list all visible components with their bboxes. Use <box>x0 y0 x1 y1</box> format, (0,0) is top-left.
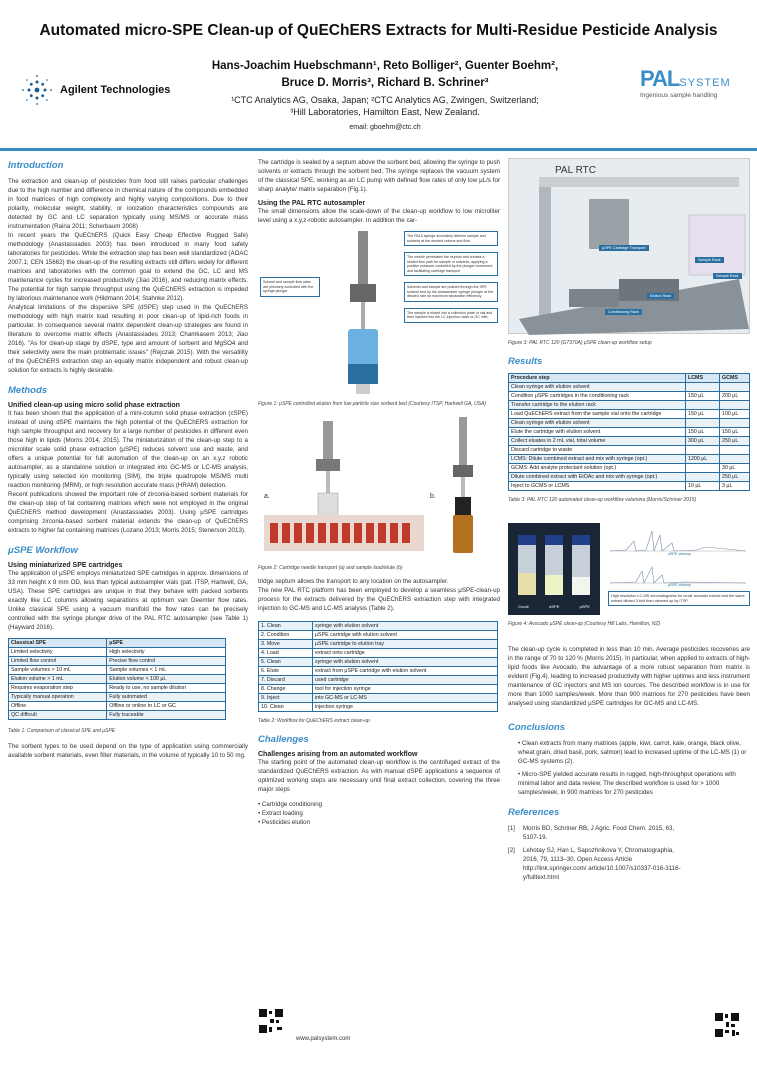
table-cell: 300 μL <box>686 437 720 446</box>
table-cell: Dilute combined extract with EtOAc and mix with syringe (opt.) <box>509 473 686 482</box>
table-row <box>509 473 750 482</box>
table-cell: 3. Move <box>259 640 313 649</box>
table-cell: 9. Inject <box>259 694 313 703</box>
table-cell: used cartridge <box>313 676 498 685</box>
contact-email: email: gboehm@ctc.ch <box>349 124 421 131</box>
table-3-caption: Table 3: PAL RTC 120 automated clean-up workflow volumina (Morris/Schriner 2015) <box>508 497 697 503</box>
table-cell: Sample volumes > 10 mL <box>9 666 107 675</box>
table-cell: 1. Clean <box>259 622 313 631</box>
workflow-heading: μSPE Workflow <box>8 545 78 556</box>
intro-p1: The extraction and clean-up of pesticides from food still raises particular challenges due to the high number and difference in chemical nature of the compounds embedded in food matrices of high complexity and highly varying compositions. Due to their polarity, molecular weight, stability, or ionization characteristics compounds are detected by GC and LC separation typically using MS/MS or accurate mass instrumentation (Raina 2011; Scherbaum 2008) <box>8 178 248 230</box>
table-row <box>259 694 498 703</box>
table-1 <box>8 638 226 720</box>
reference-num: [1] <box>508 825 515 832</box>
table-cell: 30 μL <box>720 464 750 473</box>
fig2a-needle-illustration <box>298 421 358 521</box>
table-cell: 8. Change <box>259 685 313 694</box>
reference-text: Morris BD, Schriner RB, J Agric. Food Chem. 2015, 63, 5107-19. <box>522 825 675 841</box>
affil-line-2: ³Hill Laboratories, Hamilton East, New Zealand. <box>290 107 480 117</box>
methods-heading: Methods <box>8 385 48 396</box>
agilent-logo <box>20 72 170 108</box>
table-3-head-cell: GCMS <box>720 374 750 383</box>
intro-p3: Analytical limitations of the dispersive SPE (dSPE) step used in the QuEChERS methodology with high matrix load resulting in poor clean-up of lipid-rich foods in particular. In consequence several matrix dependent clean-up strategies are found in literature to overcome matrix effects (Anastassiades 2013; Chamkasem 2013; Jiao 2016). "As for clean-up stage by dSPE, type and amount of sorbent and MgSO4 and their selectivity were the main problematic issues" (Rejczak 2015). With the versatility of the QuEChERS extraction step an equally matrix independent and robust clean-up solution for extracts is highly desirable. <box>8 304 248 374</box>
table-row <box>509 464 750 473</box>
table-cell <box>720 419 750 428</box>
list-item: • Clean extracts from many matrices (apple, kiwi, carrot, kale, orange, black olive, wheat grain, dried basil, pork, salmon) lead to increased uptime of the LC-MS (1) or GC-MS systems (2). <box>518 740 747 765</box>
table-cell <box>686 464 720 473</box>
table-row <box>509 437 750 446</box>
column-1 <box>8 160 248 760</box>
table-cell: High selectivity <box>107 648 226 657</box>
results-heading: Results <box>508 356 543 367</box>
table-cell: Elute the cartridge with elution solvent <box>509 428 686 437</box>
table-row <box>259 676 498 685</box>
table-cell: Discard cartridge to waste <box>509 446 686 455</box>
table-1-header <box>9 639 226 648</box>
qr-code-icon <box>258 1008 284 1034</box>
table-cell: LCMS: Dilute combined extract and mix with syringe (opt.) <box>509 455 686 464</box>
table-cell: 250 μL <box>720 473 750 482</box>
fig4-vial-label: dSPE <box>549 604 560 609</box>
table-cell: Ready to use, no sample dilution <box>107 684 226 693</box>
table-cell: Requires evaporation step <box>9 684 107 693</box>
fig1-note-left: Solvent and sample flow rates are precisely controlled with the syringe plunger <box>260 277 320 297</box>
table-cell: Elution volume > 1 mL <box>9 675 107 684</box>
table-row <box>259 631 498 640</box>
footer-url[interactable]: www.palsystem.com <box>296 1036 351 1042</box>
table-cell <box>720 401 750 410</box>
list-item: • Cartridge conditioning <box>258 801 323 808</box>
table-cell: 100 μL <box>720 410 750 419</box>
table-cell <box>720 446 750 455</box>
table-cell: Limited flow control <box>9 657 107 666</box>
table-3-header <box>509 374 750 383</box>
table-cell: Precise flow control <box>107 657 226 666</box>
fig4-chrom-label: dSPE cleanup <box>668 552 691 556</box>
figure-1-caption: Figure 1: μSPE controlled elution from low particle size sorbent bed (Courtesy ITSP, Hartwell GA, USA) <box>258 401 487 407</box>
table-cell: extract from μSPE cartridge with elution solvent <box>313 667 498 676</box>
table-cell: 2. Condition <box>259 631 313 640</box>
table-cell <box>720 383 750 392</box>
table-row <box>9 693 226 702</box>
methods-p1: It has been shown that the application of a mini-column solid phase extraction (cSPE) instead of using dSPE maintains the high potential of the QuEChERS extraction for high sample throughput and recovery for a large number of pesticides in different even those high in lipids (Morris 2014, 2015). The miniaturization of the clean-up step to a microliter scale solid phase extraction (μSPE) reduces solvent use and waste, and offers a unique potential for full automation of the clean-up on an x,y,z robotic autosampler, as a standalone solution or integrated into GC-MS or LC-MS analysis, typically using selected ion monitoring (SIM), the triple quadrupole MS/MS multi reaction monitoring (MRM), or high resolution accurate mass (HRAM) detection. <box>8 410 248 489</box>
qr-code-icon <box>714 1012 740 1038</box>
list-item: • Pesticides elution <box>258 819 311 826</box>
table-cell: 200 μL <box>720 392 750 401</box>
authors-line-1: Hans-Joachim Huebschmann¹, Reto Bolliger², Guenter Boehm², <box>211 60 559 72</box>
table-cell: Clean syringe with elution solvent <box>509 383 686 392</box>
fig1-cartridge-illustration <box>328 229 398 399</box>
table-1-head-cell: μSPE <box>107 639 226 648</box>
fig4-note: High resolution LC-MS chromatograms for crude avocado extract and the same extract diluted 3-fold then cleaned up by ITSP <box>608 591 750 606</box>
col2-p1: The cartridge is sealed by a septum above the sorbent bed, allowing the syringe to push solvents or extracts through the sorbent bed. The syringe replaces the vacuum system of the classical SPE, working as an LC pump with defined flow rates of only low μL/s for sharp analyte/ matrix separation (Fig.1). <box>258 159 500 193</box>
table-2 <box>258 621 498 712</box>
pal-system-logo <box>640 66 731 99</box>
table-row <box>9 702 226 711</box>
table-3-head-cell: LCMS <box>686 374 720 383</box>
table-row <box>259 649 498 658</box>
table-cell: injection syringe <box>313 703 498 712</box>
methods-p2: Recent publications showed the important role of zirconia-based sorbent materials for the clean-up step of fat containing matrices which were not employed in the original QuEChERS method development (Anastassiades 2003). Using μSPE cartridges comprising zirconia-based sorbent material extends the clean-up of QuEChERS extracts to higher fat containing matrices (Lozano 2013; Morris 2015; Stenerson 2013). <box>8 491 248 534</box>
table-cell: Clean syringe with elution solvent <box>509 419 686 428</box>
fig2a-tray-vials <box>264 515 424 551</box>
pal-system-text: SYSTEM <box>679 77 731 89</box>
table-row <box>259 622 498 631</box>
table-row <box>259 658 498 667</box>
table-cell: 150 μL <box>686 392 720 401</box>
table-cell: 6. Elute <box>259 667 313 676</box>
intro-p2: In recent years the QuEChERS (Quick Easy Cheap Effective Rugged Safe) methodology (Anastassiades 2003) has been introduced in many food safety laboratories for pesticides. While the extraction step has been well standardized (AOAC 2007.1; CEN 15662) the clean-up of the resulting extracts still differs widely for different matrices and laboratories with the common goal to extend the GC, LC and MS maintenance cycles for increased productivity (Jiao 2016), and reducing matrix effects. The potential for high sample throughput using the QuEChERS extraction is impeded by laborious maintenance work (Hildmann 2014; Stahnke 2012). <box>8 232 248 302</box>
table-row <box>259 703 498 712</box>
column-2 <box>258 158 500 827</box>
fig3-label: Conditioning Rack <box>605 309 642 315</box>
fig3-label: Elution Rack <box>647 293 674 299</box>
figure-3 <box>508 158 750 334</box>
table-row <box>509 419 750 428</box>
references-heading: References <box>508 807 560 818</box>
table-cell: Offline <box>9 702 107 711</box>
challenges-heading: Challenges <box>258 734 309 745</box>
workflow-p2: The sorbent types to be used depend on the type of application using commercially available sorbent materials, even filter materials, in the volume of typically 10 to 50 mg. <box>8 743 248 759</box>
table-row <box>259 667 498 676</box>
table-cell: Inject to GCMS or LCMS <box>509 482 686 491</box>
affil-line-1: ¹CTC Analytics AG, Osaka, Japan; ²CTC Analytics AG, Zwingen, Switzerland; <box>231 95 539 105</box>
authors <box>150 58 620 92</box>
fig4-vials-illustration <box>508 523 600 603</box>
table-1-head-cell: Classical SPE <box>9 639 107 648</box>
table-cell: Transfer cartridge to the elution rack <box>509 401 686 410</box>
fig4-vial-labels <box>508 604 600 609</box>
table-cell: Fully traceable <box>107 711 226 720</box>
table-cell: Condition μSPE cartridges in the conditioning rack <box>509 392 686 401</box>
table-row <box>509 428 750 437</box>
table-cell: into GC-MS or LC-MS <box>313 694 498 703</box>
table-cell: Fully automated <box>107 693 226 702</box>
fig4-vial-label: μSPE <box>579 604 590 609</box>
figure-2 <box>258 415 500 565</box>
list-item-text: Clean extracts from many matrices (apple, kiwi, carrot, kale, orange, black olive, wheat grain, dried basil, pork, salmon) lead to increased uptime of the LC-MS (1) or GC-MS systems (2). <box>518 740 747 765</box>
col2-p3: tridge septum allows the transport to any location on the autosampler. <box>258 578 449 585</box>
autosampler-subheading: Using the PAL RTC autosampler <box>258 200 366 207</box>
table-row <box>9 666 226 675</box>
table-cell: Elution volume < 100 μL <box>107 675 226 684</box>
table-cell: 150 μL <box>686 410 720 419</box>
table-row <box>509 455 750 464</box>
pal-tagline: Ingenious sample handling <box>640 92 718 99</box>
table-cell <box>686 419 720 428</box>
table-3 <box>508 373 750 491</box>
table-cell: 250 μL <box>720 437 750 446</box>
fig4-vial-label: Crude <box>518 604 529 609</box>
reference-text: Lehotay SJ, Han L, Sapozhnikova Y, Chromatographia, 2016, 79, 1113–30. Open Access Article http://link.springer.com/ article/10.1007/s10337-016-3116-y/fulltext.html <box>522 847 681 881</box>
col2-p4: The new PAL RTC platform has been employed to develop a seamless μSPE-clean-up process for the extracts delivered by the QuEChERS extraction step with integrated injection to GC-MS and LC-MS analysis (Table 2). <box>258 587 500 612</box>
table-cell: 150 μL <box>686 428 720 437</box>
fig2a-tray <box>264 515 424 551</box>
table-row <box>509 401 750 410</box>
col2-p2: The small dimensions allow the scale-down of the clean-up workflow to low microliter level using a x,y,z-robotic autosampler. In addition the car- <box>258 208 500 224</box>
table-cell: tool for injection syringe <box>313 685 498 694</box>
reference-item <box>508 824 686 842</box>
fig1-note: The PAL3 syringe accurately delivers sample and solvents at the desired volume and flow <box>404 231 498 246</box>
table-cell <box>686 401 720 410</box>
figure-4 <box>508 523 750 617</box>
challenges-subheading: Challenges arising from an automated workflow <box>258 751 418 758</box>
fig2-label-a: a. <box>264 493 270 500</box>
table-cell <box>686 473 720 482</box>
table-cell <box>720 455 750 464</box>
poster-title: Automated micro-SPE Clean-up of QuEChERS Extracts for Multi-Residue Pesticide Analysis <box>39 22 718 39</box>
table-cell: μSPE cartridge to elution tray <box>313 640 498 649</box>
table-2-caption: Table 2: Workflow for QuEChERS extract clean-up <box>258 718 370 724</box>
table-1-caption: Table 1: Comparison of classical SPE and μSPE <box>8 728 116 734</box>
methods-subheading: Unified clean-up using micro solid phase extraction <box>8 402 180 409</box>
table-row <box>9 648 226 657</box>
table-cell: 4. Load <box>259 649 313 658</box>
agilent-spark-icon <box>20 73 54 107</box>
authors-line-2: Bruce D. Morris³, Richard B. Schriner³ <box>281 77 489 89</box>
reference-item <box>508 846 686 882</box>
fig3-title: PAL RTC <box>555 165 596 176</box>
table-row <box>9 711 226 720</box>
list-item-text: Micro-SPE yielded accurate results in rugged, high-throughput operations with minimal labor and data review. The described workflow is used for > 1000 samples/week, in 900 matrices for 270 pesticides <box>518 771 736 796</box>
table-cell: Load QuEChERS extract from the sample vial onto the cartridge <box>509 410 686 419</box>
table-cell: 7. Discard <box>259 676 313 685</box>
figure-1 <box>258 229 500 401</box>
affiliations <box>150 94 620 118</box>
list-item-text: Pesticides elution <box>261 819 311 826</box>
agilent-name: Agilent Technologies <box>60 84 171 96</box>
table-row <box>509 482 750 491</box>
fig4-vials-photo <box>508 523 600 615</box>
table-cell: QC difficult <box>9 711 107 720</box>
table-cell <box>686 383 720 392</box>
list-item-text: Cartridge conditioning <box>261 801 323 808</box>
fig1-note: Solvents and sample are pushed through the SPE sorbent bed by the autosampler syringe plunger at the desired rate for maximum separation efficiency <box>404 282 498 302</box>
intro-heading: Introduction <box>8 160 64 171</box>
fig3-label: μSPE Cartridge Transport <box>599 245 649 251</box>
figure-3-caption: Figure 3: PAL RTC 120 (G7370A) μSPE clean-up workflow setup <box>508 340 652 346</box>
table-3-head-cell: Procedure step <box>509 374 686 383</box>
table-cell: Collect eluates in 2 mL vial, total volume <box>509 437 686 446</box>
figure-4-caption: Figure 4: Avocado μSPE clean-up (Courtesy Hill Labs, Hamilton, NZ) <box>508 621 661 627</box>
table-cell: μSPE cartridge with elution solvent <box>313 631 498 640</box>
table-cell: Limited selectivity <box>9 648 107 657</box>
table-cell: GCMS: Add analyte protectant solution (opt.) <box>509 464 686 473</box>
workflow-subheading: Using miniaturized SPE cartridges <box>8 562 123 569</box>
fig2b-load-elute-illustration <box>443 417 483 557</box>
fig1-note: The needle penetrates the septum and creates a sealed flow path for sample or solvents, applying a positive pressure controlled by the plunger movement, and facilitating cartridge transport <box>404 252 498 276</box>
table-cell: syringe with elution solvent <box>313 658 498 667</box>
results-p1: The clean-up cycle is completed in less than 10 min. Average pesticides recoveries are in the range of 70 to 120 % (Morris 2015). In particular, when applied to extracts of high-lipid foods like Avocado, the advantage of a more robust separation from matrix is evident (Fig.4), leading to increased productivity with higher uptimes and less instrument maintenance of GC injectors and MS ion sources. The described workflow is in use for more than 1000 samples/week. More than 900 matrices for 270 pesticides have been analysed using standardized μSPE cartridges for GC-MS and LC-MS. <box>508 646 750 707</box>
table-cell: Typically manual operation <box>9 693 107 702</box>
workflow-p1: The application of μSPE employs miniaturized SPE cartridges in approx. dimensions of 33 mm height x 8 mm OD, less than typical autosampler vials (pat. ITSP, Hartwell, GA, USA). These SPE cartridges are unique in that they behave with packed sorbents exactly like LC columns allowing separations at optimum van Deemter flow rates. Unlike classical SPE using a vacuum manifold the flow rates can be precisely controlled with the syringe plunger drive of the PAL RTC autosampler (see Table 1) (Hayward 2016). <box>8 570 248 631</box>
table-cell: 10. Clean <box>259 703 313 712</box>
table-cell: Offline or online to LC or GC <box>107 702 226 711</box>
challenges-list <box>258 800 500 827</box>
table-row <box>9 684 226 693</box>
column-3 <box>508 158 750 882</box>
table-row <box>509 410 750 419</box>
references-list <box>508 824 686 882</box>
fig1-notes <box>404 231 498 323</box>
fig4-chrom-label: μSPE cleanup <box>668 583 691 587</box>
pal-logo-text: PAL <box>640 66 680 91</box>
conclusions-list <box>508 739 750 797</box>
table-cell: 1200 μL <box>686 455 720 464</box>
figure-2-caption: Figure 2: Cartridge needle transport (a) and sample load/elute (b) <box>258 565 403 571</box>
list-item: • Micro-SPE yielded accurate results in rugged, high-throughput operations with minimal labor and data review. The described workflow is used for > 1000 samples/week, in 900 matrices for 270 pesticides <box>518 771 736 796</box>
table-row <box>509 446 750 455</box>
fig1-note: The sample is eluted into a collection plate or vial and then injected into the LC injection valve or GC inlet <box>404 308 498 323</box>
table-row <box>9 675 226 684</box>
fig3-label: Sample Rack <box>713 273 742 279</box>
table-cell <box>686 446 720 455</box>
table-cell: 5. Clean <box>259 658 313 667</box>
table-cell: Sample volumes < 1 mL <box>107 666 226 675</box>
list-item: • Extract loading <box>258 810 303 817</box>
fig3-label: Sample Rack <box>695 257 724 263</box>
table-cell: 150 μL <box>720 428 750 437</box>
header-rule <box>0 148 757 151</box>
table-row <box>509 392 750 401</box>
challenges-p: The starting point of the automated clean-up workflow is the centrifuged extract of the standardized QuEChERS extraction. As with manual dSPE applications a sequence of optimized working steps are necessary until final extract collection, covering the three major steps <box>258 759 500 793</box>
fig2-label-b: b. <box>430 493 436 500</box>
table-cell: 10 μL <box>686 482 720 491</box>
table-row <box>9 657 226 666</box>
reference-num: [2] <box>508 847 515 854</box>
list-item-text: Extract loading <box>261 810 303 817</box>
table-cell: 3 μL <box>720 482 750 491</box>
conclusions-heading: Conclusions <box>508 722 566 733</box>
table-cell: extract onto cartridge <box>313 649 498 658</box>
table-row <box>259 640 498 649</box>
table-row <box>259 685 498 694</box>
table-row <box>509 383 750 392</box>
table-cell: syringe with elution solvent <box>313 622 498 631</box>
